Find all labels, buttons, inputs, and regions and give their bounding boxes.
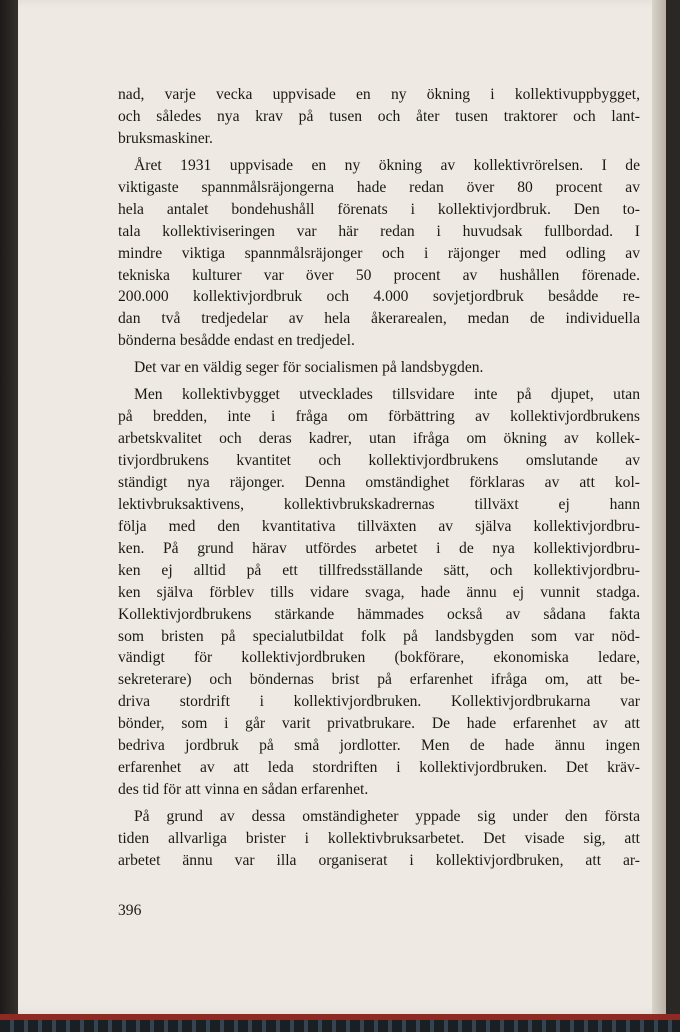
text-line: Året 1931 uppvisade en ny ökning av kollektivrörelsen. I de	[134, 156, 640, 174]
text-line: arbetet ännu var illa organiserat i kollektivjordbruken, att ar-	[118, 851, 640, 869]
text-line: bruksmaskiner.	[118, 129, 213, 147]
text-line: 200.000 kollektivjordbruk och 4.000 sovjetjordbruk besådde re-	[118, 288, 640, 306]
text-line: På grund av dessa omständigheter yppade sig under den första	[134, 808, 640, 825]
page-edge	[652, 0, 666, 1014]
text-line: bedriva jordbruk på små jordlotter. Men de hade ännu ingen	[118, 737, 640, 755]
text-line: hela antalet bondehushåll förenats i kollektivjordbruk. Den to-	[118, 200, 640, 218]
text-line: erfarenhet av att leda stordriften i kollektivjordbruken. Det kräv-	[118, 759, 640, 777]
text-line: sekreterare) och böndernas brist på erfarenhet ifråga om, att be-	[118, 671, 640, 689]
text-line: och således nya krav på tusen och åter tusen traktorer och lant-	[118, 107, 640, 125]
text-line: som bristen på specialutbildat folk på landsbygden som var nöd-	[118, 627, 640, 645]
text-line: ständigt nya räjonger. Denna omständighet förklaras av att kol-	[118, 473, 640, 491]
text-line: tala kollektiviseringen var här redan i huvudsak fullbordad. I	[118, 222, 640, 240]
text-line: tekniska kulturer var över 50 procent av hushållen förenade.	[118, 266, 640, 284]
text-line: vändigt för kollektivjordbruken (bokförare, ekonomiska ledare,	[118, 649, 640, 667]
text-line: mindre viktiga spannmålsräjonger och i räjonger med odling av	[118, 244, 640, 262]
text-line: des tid för att vinna en sådan erfarenhet.	[118, 781, 369, 799]
page-number: 396	[118, 902, 142, 919]
text-line: ken själva förblev tills vidare svaga, hade ännu ej vunnit stadga.	[118, 583, 640, 601]
text-line: tiden allvarliga brister i kollektivbruksarbetet. Det visade sig, att	[118, 829, 640, 847]
text-line: lektivbruksaktivens, kollektivbrukskadrernas tillväxt ej hann	[118, 495, 640, 513]
text-line: bönder, som i går varit privatbrukare. De hade erfarenhet av att	[118, 715, 640, 733]
text-line: Kollektivjordbrukens stärkande hämmades också av sådana fakta	[118, 605, 640, 623]
text-line: ken ej alltid på ett tillfredsställande sätt, och kollektivjordbru-	[118, 561, 640, 579]
scale-ruler	[0, 1020, 680, 1032]
text-line: arbetskvalitet och deras kadrer, utan ifråga om ökning av kollek-	[118, 430, 640, 448]
text-line: på bredden, inte i fråga om förbättring av kollektivjordbrukens	[118, 408, 640, 426]
text-line: tivjordbrukens kvantitet och kollektivjordbrukens omslutande av	[118, 452, 640, 469]
text-line: Det var en väldig seger för socialismen på landsbygden.	[134, 359, 484, 377]
text-line: dan två tredjedelar av hela åkerarealen, medan de individuella	[118, 310, 640, 328]
text-line: nad, varje vecka uppvisade en ny ökning i kollektivuppbygget,	[118, 86, 640, 103]
text-line: ken. På grund härav utfördes arbetet i de nya kollektivjordbru-	[118, 539, 640, 557]
text-line: följa med den kvantitativa tillväxten av själva kollektivjordbru-	[118, 517, 640, 535]
text-line: driva stordrift i kollektivjordbruken. Kollektivjordbrukarna var	[118, 693, 640, 711]
text-line: Men kollektivbygget utvecklades tillsvidare inte på djupet, utan	[134, 386, 640, 404]
body-text	[118, 84, 640, 872]
text-line: bönderna besådde endast en tredjedel.	[118, 332, 355, 350]
text-line: viktigaste spannmålsräjongerna hade redan över 80 procent av	[118, 178, 640, 196]
